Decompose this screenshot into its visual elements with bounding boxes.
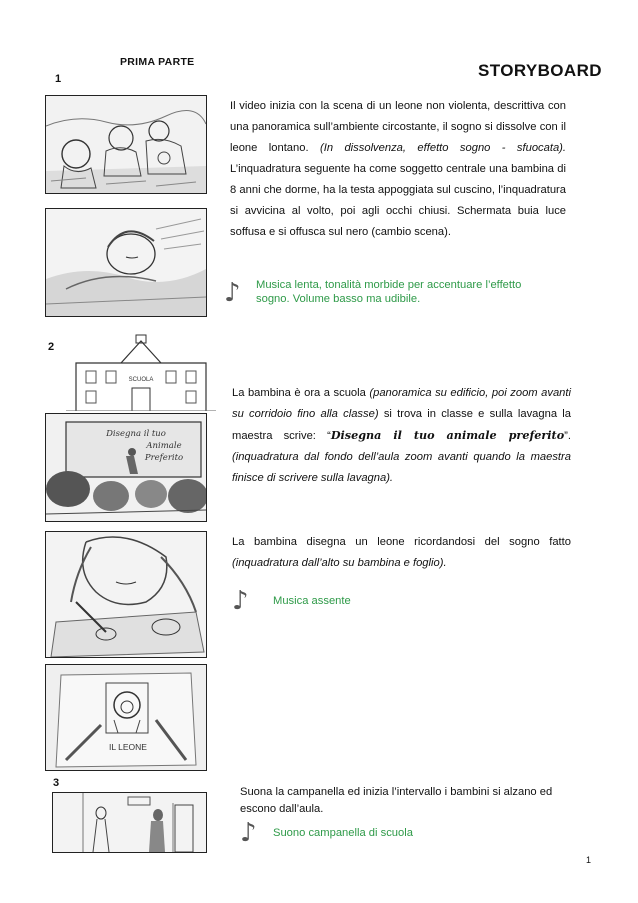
section-2-description <box>232 383 571 489</box>
music-note-icon: ♪ <box>224 278 241 308</box>
section-1-description <box>230 96 566 243</box>
section-1-text-2: L’inquadratura seguente ha come soggetto centrale una bambina di 8 anni che dorme, ha la testa appoggiata sul cuscino, l’inquadratura si avvicina al volto, poi agli occhi chiusi. <box>230 163 566 217</box>
section-number: 1 <box>55 73 62 85</box>
storyboard-frame-leaving-class <box>52 792 207 853</box>
blackboard-quote: Disegna il tuo animale preferito <box>330 428 565 442</box>
section-2-music: Musica assente <box>273 595 351 607</box>
classroom-sketch <box>46 414 206 521</box>
section-1-music: Musica lenta, tonalità morbide per accentuare l’effetto sogno. Volume basso ma udibile. <box>256 279 522 305</box>
lion-drawing-sketch <box>46 665 206 770</box>
section-1-text: Il video inizia con la scena di un leone non violenta, descrittiva con una panoramica sull’ambiente circostante, il sogno si dissolve con il leone lontano. <box>230 100 566 154</box>
page-title: STORYBOARD <box>478 61 602 80</box>
music-note-icon: ♪ <box>232 586 249 616</box>
part-label: PRIMA PARTE <box>120 56 195 68</box>
section-1-note: (In dissolvenza, effetto sogno - sfuocata). <box>320 142 567 154</box>
storyboard-frame-sleeping-girl <box>45 208 207 317</box>
sleeping-girl-sketch <box>46 209 206 316</box>
leaving-class-sketch <box>53 793 206 852</box>
section-number: 3 <box>53 777 60 789</box>
music-note-icon: ♪ <box>240 818 257 848</box>
storyboard-frame-girl-drawing <box>45 531 207 658</box>
section-2-text-2: si trova in classe e sulla lavagna la maestra scrive: “ <box>232 408 572 442</box>
section-3-music: Suono campanella di scuola <box>273 827 413 839</box>
section-2-text-3: ”. <box>564 430 571 442</box>
school-sign: SCUOLA <box>128 377 154 383</box>
page-number: 1 <box>586 855 592 865</box>
storyboard-frame-lion-drawing <box>45 664 207 771</box>
section-2-text: La bambina è ora a scuola <box>232 387 366 399</box>
section-2-note-3: (inquadratura dall’alto su bambina e foglio). <box>232 557 447 569</box>
school-building-sketch <box>66 333 216 411</box>
section-2-note-2: (inquadratura dal fondo dell’aula zoom avanti quando la maestra finisce di scrivere sulla lavagna). <box>232 451 571 484</box>
girl-drawing-sketch <box>46 532 206 657</box>
section-1-text-3: Schermata buia luce soffusa e si offusca sul nero (cambio scena). <box>230 205 567 238</box>
blackboard-line-3: Preferito <box>144 453 184 463</box>
storyboard-frame-lions <box>45 95 207 194</box>
storyboard-frame-classroom <box>45 413 207 522</box>
blackboard-line-1: Disegna il tuo <box>106 429 166 439</box>
blackboard-line-2: Animale <box>146 441 182 451</box>
section-3-description: Suona la campanella ed inizia l’intervallo i bambini si alzano ed escono dall’aula. <box>240 786 553 815</box>
section-2-note: (panoramica su edificio, poi zoom avanti su corridoio fino alla classe) <box>232 387 571 420</box>
lions-sketch <box>46 96 206 193</box>
section-2-text-4: La bambina disegna un leone ricordandosi del sogno fatto <box>232 536 571 548</box>
section-number: 2 <box>48 341 55 353</box>
section-2-description-2 <box>232 532 571 574</box>
drawing-caption: IL LEONE <box>109 742 147 752</box>
